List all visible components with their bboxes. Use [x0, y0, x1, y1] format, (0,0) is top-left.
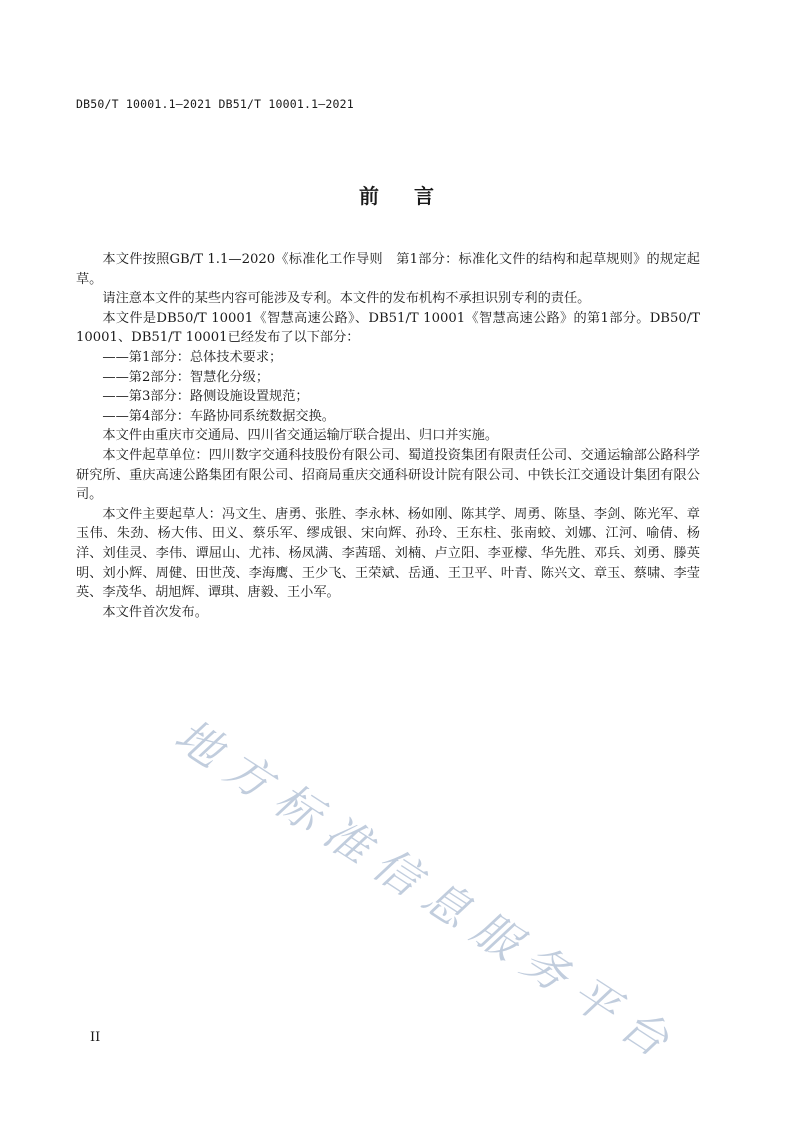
paragraph-patent-notice: 请注意本文件的某些内容可能涉及专利。本文件的发布机构不承担识别专利的责任。 [102, 291, 591, 307]
page-title: 前 言 [359, 184, 448, 208]
watermark: 地方标准信息服务平台 [165, 708, 690, 1075]
list-item-part-3: ——第3部分：路侧设施设置规范； [102, 389, 309, 405]
list-item-part-4: ——第4部分：车路协同系统数据交换。 [102, 408, 335, 424]
paragraph-drafters: 本文件主要起草人：冯文生、唐勇、张胜、李永林、杨如刚、陈其学、周勇、陈垦、李剑、陈光军、章玉伟、朱劲、杨大伟、田义、蔡乐军、缪成银、宋向辉、孙玲、王东柱、张南蛟、刘娜、江河、喻倩、杨洋、刘佳灵、李伟、谭屈山、尤祎、杨凤满、李茜瑶、刘楠、卢立阳、李亚檬、华先胜、邓兵、刘勇、滕英明、刘小辉、周健、田世茂、李海鹰、王少飞、王荣斌、岳通、王卫平、叶青、陈兴文、章玉、蔡啸、李莹英、李茂华、胡旭辉、谭琪、唐毅、王小军。 [76, 506, 700, 601]
paragraph-first-release: 本文件首次发布。 [102, 604, 208, 620]
paragraph-drafting-units: 本文件起草单位：四川数字交通科技股份有限公司、蜀道投资集团有限责任公司、交通运输部公路科学研究所、重庆高速公路集团有限公司、招商局重庆交通科研设计院有限公司、中铁长江交通设计集团有限公司。 [76, 447, 700, 503]
paragraph-proposer: 本文件由重庆市交通局、四川省交通运输厅联合提出、归口并实施。 [102, 428, 499, 444]
foreword-body [76, 250, 700, 622]
list-item-part-1: ——第1部分：总体技术要求； [102, 349, 283, 365]
paragraph-series-parts: 本文件是DB50/T 10001《智慧高速公路》、DB51/T 10001《智慧高速公路》的第1部分。DB50/T 10001、DB51/T 10001已经发布了以下部分： [76, 310, 700, 346]
standard-code-header: DB50/T 10001.1—2021 DB51/T 10001.1—2021 [76, 97, 354, 111]
paragraph-drafting-rules: 本文件按照GB/T 1.1—2020《标准化工作导则 第1部分：标准化文件的结构和起草规则》的规定起草。 [76, 252, 700, 287]
list-item-part-2: ——第2部分：智慧化分级； [102, 369, 270, 385]
page-number: II [90, 1030, 101, 1045]
